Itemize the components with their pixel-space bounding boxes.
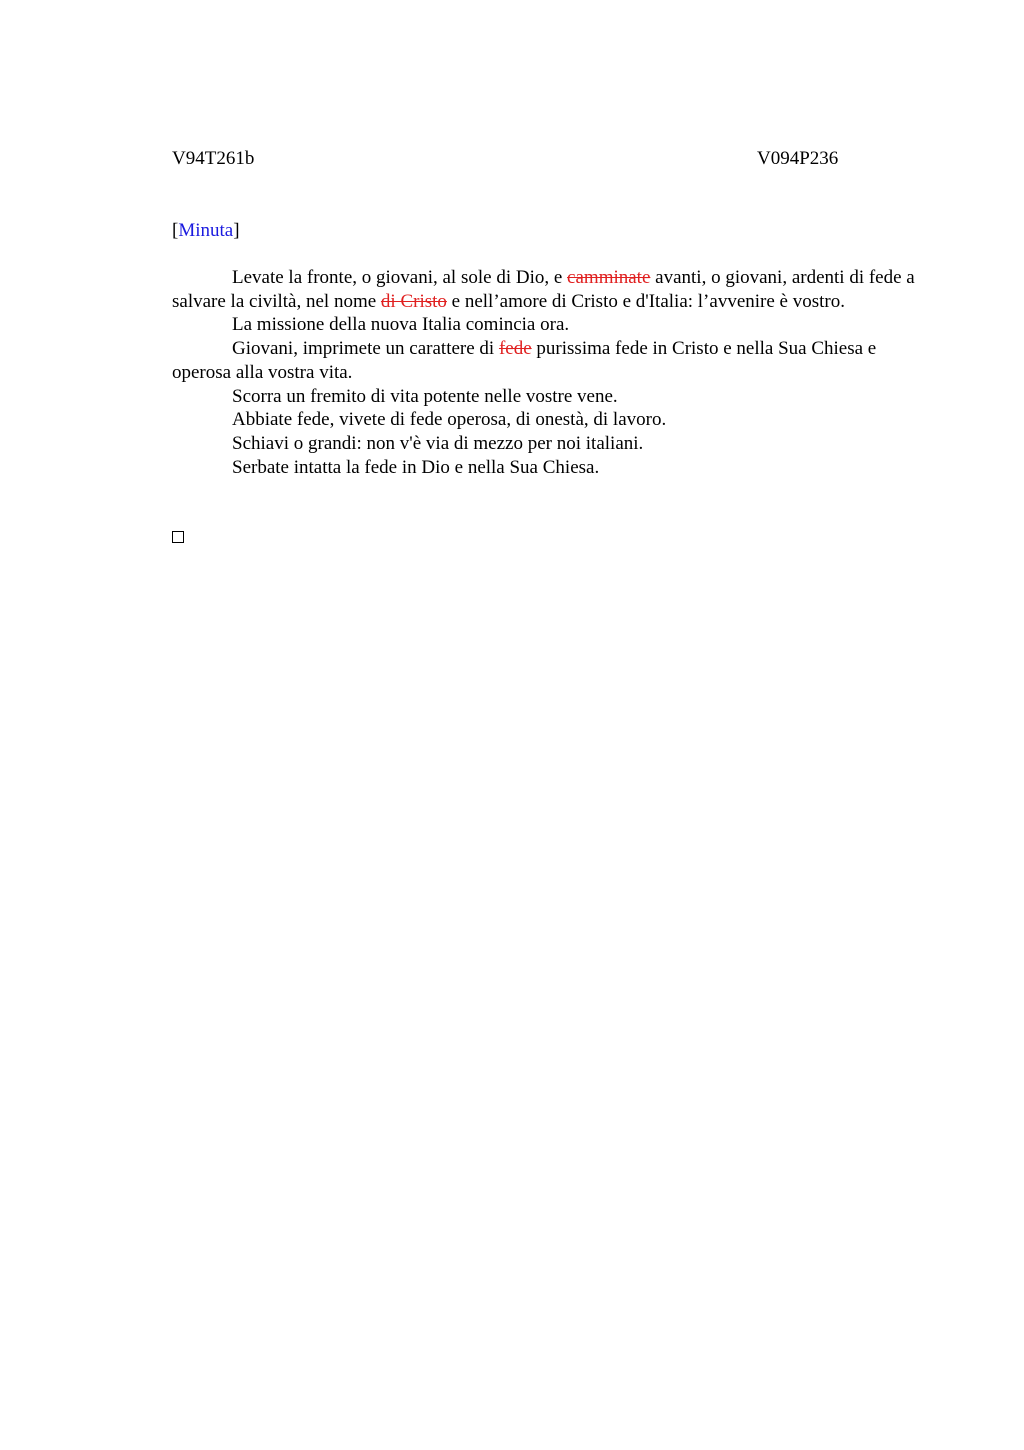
section-label-text: Minuta xyxy=(178,220,234,241)
document-code-left: V94T261b xyxy=(172,148,255,169)
page-header xyxy=(172,146,922,172)
text-run: e nell’amore di Cristo e d'Italia: l’avvenire è vostro. xyxy=(446,290,845,312)
open-bracket: [ xyxy=(172,220,179,241)
close-bracket: ] xyxy=(233,220,240,241)
text-run: avanti, o giovani, ardenti di fede a salvare la civiltà, nel nome xyxy=(172,267,915,312)
text-run: purissima fede in Cristo e nella Sua Chiesa e operosa alla vostra vita. xyxy=(172,338,877,383)
section-label xyxy=(172,218,240,244)
paragraph-5: Abbiate fede, vivete di fede operosa, di onestà, di lavoro. xyxy=(232,409,667,431)
document-code-right: V094P236 xyxy=(757,148,839,169)
deleted-text: fede xyxy=(498,338,532,360)
paragraph-6: Schiavi o grandi: non v'è via di mezzo per noi italiani. xyxy=(232,432,644,454)
square-outline-icon xyxy=(172,531,184,543)
paragraph-1 xyxy=(172,266,922,313)
text-run: Levate la fronte, o giovani, al sole di Dio, e xyxy=(232,267,568,288)
document-page xyxy=(172,146,922,478)
deleted-text: camminate xyxy=(567,267,651,288)
text-run: Giovani, imprimete un carattere di xyxy=(232,338,499,360)
deleted-text: di Cristo xyxy=(380,290,447,312)
document-body xyxy=(172,266,922,479)
paragraph-4: Scorra un fremito di vita potente nelle vostre vene. xyxy=(232,385,618,407)
paragraph-2: La missione della nuova Italia comincia ora. xyxy=(232,314,570,336)
paragraph-3 xyxy=(172,337,922,384)
paragraph-7: Serbate intatta la fede in Dio e nella Sua Chiesa. xyxy=(232,456,600,478)
